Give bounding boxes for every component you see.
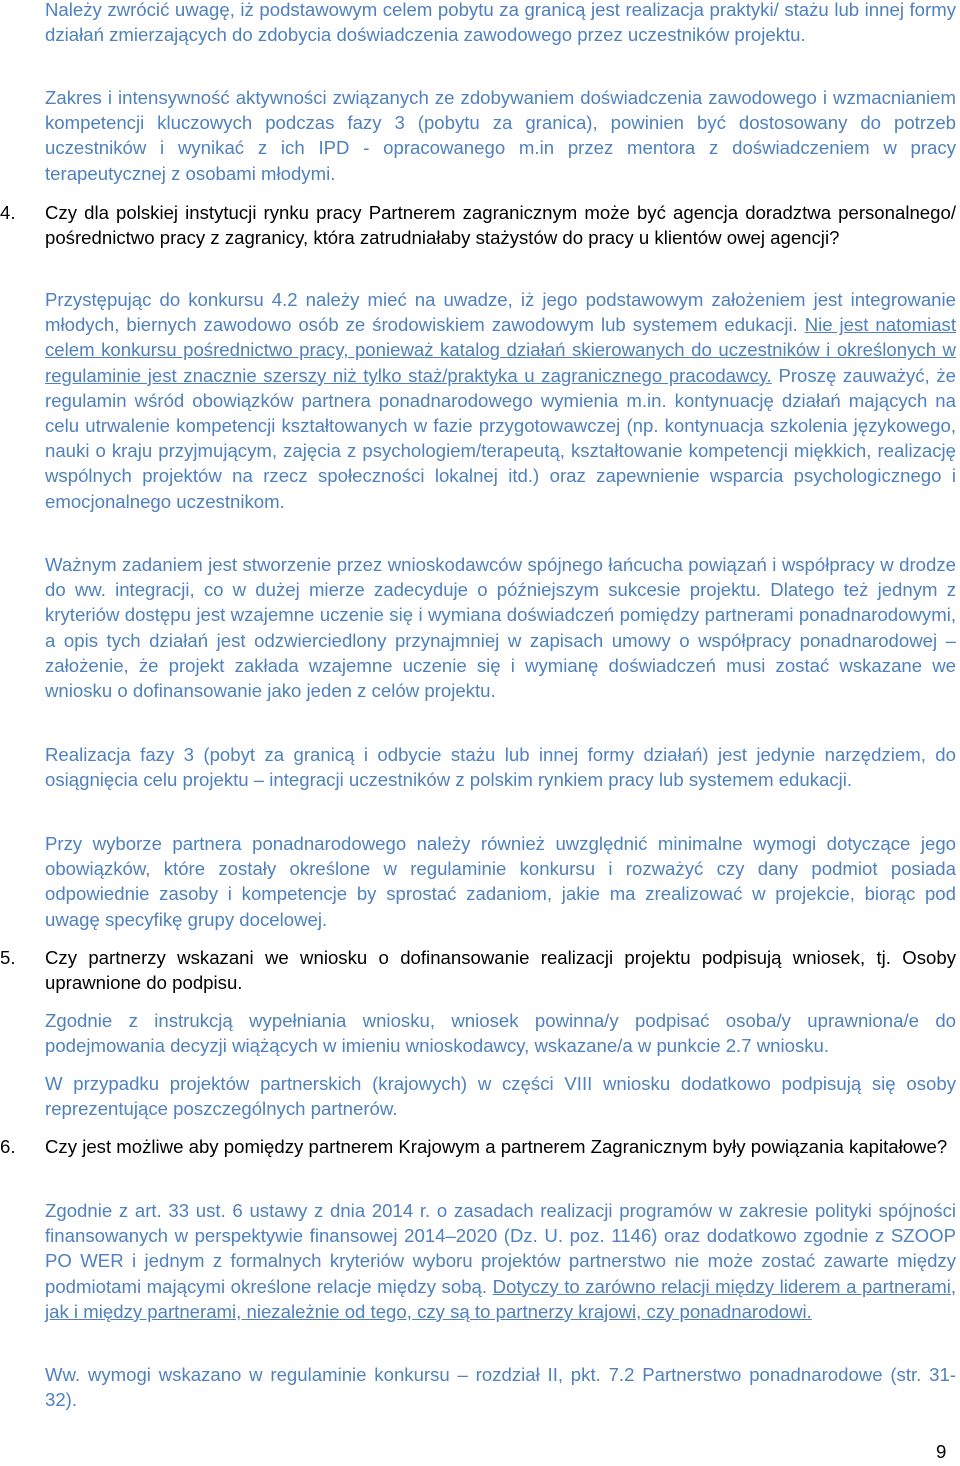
question-number: 5. <box>0 947 16 968</box>
paragraph-intro-note: Należy zwrócić uwagę, iż podstawowym celem pobytu za granicą jest realizacja praktyki/ stażu lub innej formy działań zmierzających do zdobycia doświadczenia zawodowego przez uczestników projektu. <box>45 0 956 46</box>
paragraph-important-task: Ważnym zadaniem jest stworzenie przez wnioskodawców spójnego łańcucha powiązań i współpracy w drodze do ww. integracji, co w dużej mierze zadecyduje o późniejszym sukcesie projektu. Dlatego też jednym z kryteriów dostępu jest wzajemne uczenie się i wymiana doświadczeń pomiędzy partnerami ponadnarodowymi, a opis tych działań jest odzwierciedlony przynajmniej w zapisach umowy o współpracy ponadnarodowej – założenie, że projekt zakłada wzajemne uczenie się i wymianę doświadczeń musi zostać wskazane we wniosku o dofinansowanie jako jeden z celów projektu. <box>45 554 956 702</box>
paragraph-scope: Zakres i intensywność aktywności związanych ze zdobywaniem doświadczenia zawodowego i wzmacnianiem kompetencji kluczowych podczas fazy 3 (pobytu za granica), powinien być dostosowany do potrzeb uczestników i wynikać z ich IPD - opracowanego m.in przez mentora z doświadczeniem w pracy terapeutycznej z osobami młodymi. <box>45 87 956 184</box>
answer-6 <box>45 1198 956 1324</box>
answer-text: Zgodnie z art. 33 ust. 6 ustawy z dnia 2014 r. o zasadach realizacji programów w zakresie polityki spójności finansowanych w perspektywie finansowej 2014–2020 (Dz. U. poz. 1146) oraz dodatkowo zgodnie z SZOOP PO WER i jednym z formalnych kryteriów wyboru projektów partnerstwo nie może zostać zawarte między podmiotami mającymi określone relacje między sobą. <box>45 1200 956 1297</box>
question-number: 6. <box>0 1136 16 1157</box>
answer-underlined-text: Dotyczy to zarówno relacji między liderem a partnerami, jak i między partnerami, niezależnie od tego, czy są to partnerzy krajowi, czy ponadnarodowi. <box>45 1275 956 1322</box>
question-text: Czy partnerzy wskazani we wniosku o dofinansowanie realizacji projektu podpisują wniosek, tj. Osoby uprawnione do podpisu. <box>45 947 956 994</box>
question-number: 4. <box>0 202 16 223</box>
question-text: Czy dla polskiej instytucji rynku pracy Partnerem zagranicznym może być agencja doradztwa personalnego/ pośrednictwo pracy z zagranicy, która zatrudniałaby stażystów do pracy u klientów owej agencji? <box>45 202 956 249</box>
answer-5-part-1: Zgodnie z instrukcją wypełniania wniosku, wniosek powinna/y podpisać osoba/y uprawniona/e do podejmowania decyzji wiążących w imieniu wnioskodawcy, wskazane/a w punkcie 2.7 wniosku. <box>45 1010 956 1057</box>
question-4 <box>0 200 956 250</box>
question-text: Czy jest możliwe aby pomiędzy partnerem Krajowym a partnerem Zagranicznym były powiązania kapitałowe? <box>45 1136 948 1157</box>
question-5 <box>0 945 956 995</box>
page-number: 9 <box>936 1441 947 1462</box>
answer-5-part-2: W przypadku projektów partnerskich (krajowych) w części VIII wniosku dodatkowo podpisują się osoby reprezentujące poszczególnych partnerów. <box>45 1073 956 1120</box>
paragraph-phase-3: Realizacja fazy 3 (pobyt za granicą i odbycie stażu lub innej formy działań) jest jedynie narzędziem, do osiągnięcia celu projektu – integracji uczestników z polskim rynkiem pracy lub systemem edukacji. <box>45 744 956 791</box>
answer-4 <box>45 287 956 514</box>
paragraph-partner-selection: Przy wyborze partnera ponadnarodowego należy również uwzględnić minimalne wymogi dotyczące jego obowiązków, które zostały określone w regulaminie konkursu i rozważyć czy dany podmiot posiada odpowiednie zasoby i kompetencje by sprostać zadaniom, jakie ma zrealizować w projekcie, biorąc pod uwagę specyfikę grupy docelowej. <box>45 833 956 930</box>
paragraph-requirements-reference: Ww. wymogi wskazano w regulaminie konkursu – rozdział II, pkt. 7.2 Partnerstwo ponadnarodowe (str. 31- 32). <box>45 1364 956 1411</box>
answer-text: Proszę zauważyć, że regulamin wśród obowiązków partnera ponadnarodowego wymienia m.in. kontynuację działań mających na celu utrwalenie kompetencji kształtowanych w fazie przygotowawczej (np. kontynuacja szkolenia językowego, nauki o kraju przyjmującym, zajęcia z psychologiem/terapeutą, kształtowanie kompetencji miękkich, realizację wspólnych projektów na rzecz społeczności lokalnej itd.) oraz zapewnienie wsparcia psychologicznego i emocjonalnego uczestnikom. <box>45 364 956 512</box>
answer-underlined-text: Nie jest natomiast celem konkursu pośrednictwo pracy, ponieważ katalog działań skierowanych do uczestników i określonych w regulaminie jest znacznie szerszy niż tylko staż/praktyka u zagranicznego pracodawcy. <box>45 314 957 386</box>
question-6 <box>0 1134 956 1159</box>
answer-text: Przystępując do konkursu 4.2 należy mieć na uwadze, iż jego podstawowym założeniem jest integrowanie młodych, biernych zawodowo osób ze środowiskiem zawodowym lub systemem edukacji. <box>45 289 956 336</box>
